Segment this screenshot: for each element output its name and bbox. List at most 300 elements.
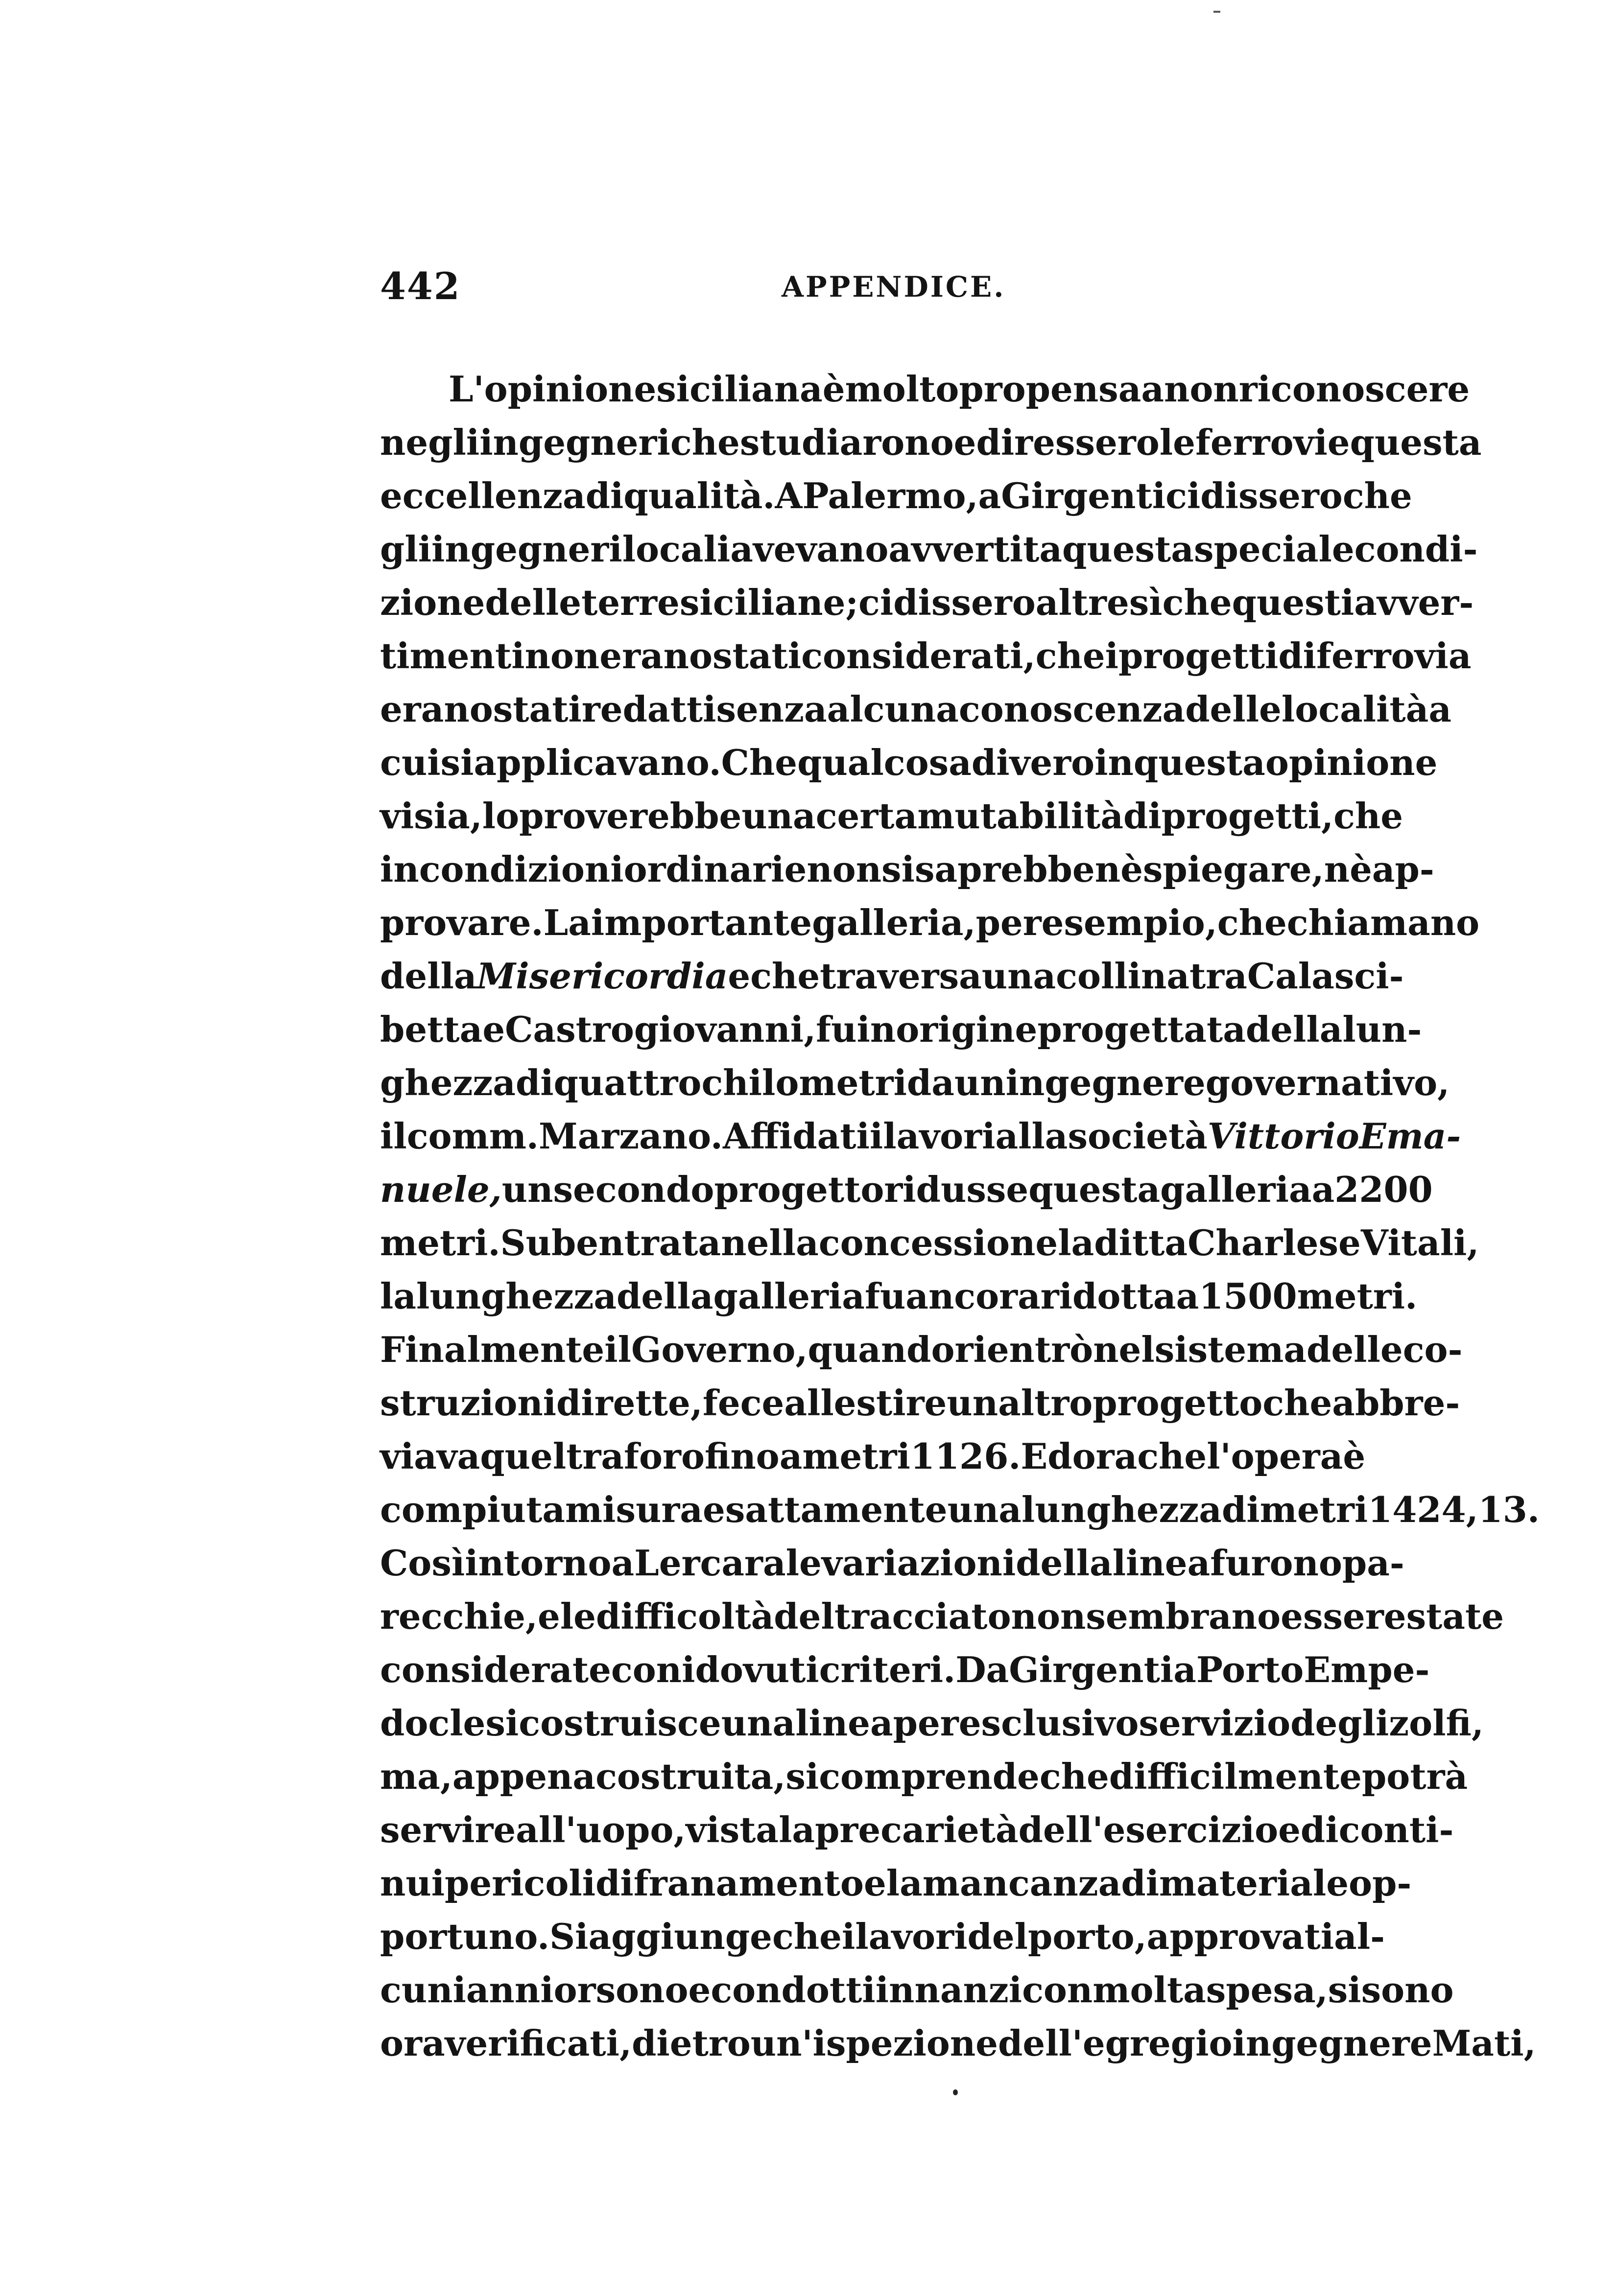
word: opinione bbox=[1265, 742, 1438, 783]
body-text bbox=[380, 362, 1540, 2070]
word: abbre- bbox=[1332, 1382, 1460, 1424]
word: lunghezza bbox=[416, 1275, 617, 1317]
word: qualità. bbox=[623, 475, 775, 516]
word: concessione bbox=[818, 1222, 1058, 1264]
word: esclusivo bbox=[958, 1702, 1139, 1744]
word: nel bbox=[1093, 1329, 1155, 1370]
word: nui bbox=[380, 1862, 445, 1904]
text-line bbox=[380, 1163, 1433, 1216]
word: questi bbox=[1232, 582, 1355, 623]
word: propensa bbox=[959, 368, 1141, 410]
word: delle bbox=[1307, 1329, 1403, 1370]
word: Si bbox=[549, 1916, 589, 1957]
text-line bbox=[380, 522, 1478, 576]
word: che bbox=[1137, 1435, 1207, 1477]
word: a bbox=[1176, 1275, 1199, 1317]
word: il bbox=[380, 1115, 407, 1157]
word: A bbox=[775, 475, 803, 516]
word: aggiunge bbox=[588, 1916, 772, 1957]
text-line bbox=[380, 1803, 1454, 1856]
word: vero bbox=[1009, 742, 1095, 783]
word: di bbox=[1123, 795, 1162, 837]
word: metri. bbox=[380, 1222, 500, 1264]
word: i bbox=[682, 1649, 695, 1690]
word: 1500 bbox=[1199, 1275, 1297, 1317]
word: speciale bbox=[1193, 528, 1355, 570]
scan-speck bbox=[953, 2089, 958, 2095]
text-line bbox=[380, 789, 1403, 843]
word: progettata bbox=[1037, 1008, 1246, 1050]
text-line bbox=[380, 1323, 1463, 1376]
word: il bbox=[604, 1329, 631, 1370]
word: avvertita bbox=[888, 528, 1063, 570]
text-line bbox=[380, 736, 1438, 789]
text-line bbox=[380, 2016, 1536, 2070]
word: che bbox=[1333, 795, 1403, 837]
word: e bbox=[863, 1862, 886, 1904]
word: i bbox=[1325, 1809, 1339, 1851]
word: Vitali, bbox=[1360, 1222, 1479, 1264]
word: zione bbox=[380, 582, 485, 623]
word: essere bbox=[1281, 1595, 1406, 1637]
word: provare. bbox=[380, 902, 544, 943]
word: Palermo, bbox=[802, 475, 978, 516]
word: 2200 bbox=[1334, 1169, 1433, 1210]
word: ditta bbox=[1094, 1222, 1188, 1264]
word: betta bbox=[380, 1008, 483, 1050]
word: del bbox=[774, 1595, 834, 1637]
word: che bbox=[1342, 475, 1412, 516]
word: viava bbox=[380, 1435, 480, 1477]
word: compiuta bbox=[380, 1489, 565, 1530]
word: pa- bbox=[1342, 1542, 1404, 1584]
word: Porto bbox=[1196, 1649, 1304, 1690]
word: appena bbox=[452, 1756, 596, 1797]
word: quando bbox=[808, 1329, 955, 1370]
word: quel bbox=[480, 1435, 567, 1477]
word: state bbox=[1406, 1595, 1504, 1637]
word: portuno. bbox=[380, 1916, 550, 1957]
word: lavori bbox=[883, 1115, 996, 1157]
word: zolfi, bbox=[1389, 1702, 1484, 1744]
word: 1126. bbox=[910, 1435, 1021, 1477]
word: fu bbox=[864, 1275, 906, 1317]
word: Girgenti bbox=[1009, 1649, 1174, 1690]
word: altresì bbox=[1035, 582, 1163, 623]
word: un'ispezione bbox=[750, 2022, 998, 2064]
word: siciliane; bbox=[679, 582, 859, 623]
word: conoscenza bbox=[958, 688, 1186, 730]
word: mancanza bbox=[922, 1862, 1121, 1904]
word: Lercara bbox=[634, 1542, 786, 1584]
word: spesa, bbox=[1206, 1969, 1328, 2011]
text-line bbox=[380, 682, 1451, 736]
word: stati bbox=[493, 688, 582, 730]
word: tra bbox=[1189, 955, 1247, 997]
text-line bbox=[380, 362, 1470, 416]
word: terre bbox=[581, 582, 680, 623]
word: ferrovie bbox=[1195, 422, 1350, 463]
word: si bbox=[881, 848, 915, 890]
word: studiarono bbox=[739, 422, 954, 463]
word: le bbox=[1159, 422, 1195, 463]
word: e bbox=[688, 1969, 711, 2011]
word: ingegneri bbox=[431, 528, 622, 570]
word: per bbox=[975, 902, 1042, 943]
word: ingegnere bbox=[1232, 2022, 1432, 2064]
word: la bbox=[380, 1275, 417, 1317]
word: le bbox=[560, 1595, 596, 1637]
word: lavori bbox=[855, 1916, 968, 1957]
word: collina bbox=[1056, 955, 1190, 997]
word: societàVittorio bbox=[1068, 1115, 1359, 1157]
word: cuni bbox=[380, 1969, 466, 2011]
word: locali bbox=[622, 528, 731, 570]
word: dovuti bbox=[695, 1649, 819, 1690]
word: non bbox=[1164, 368, 1239, 410]
word: tracciato bbox=[834, 1595, 1011, 1637]
word: nè bbox=[1094, 848, 1143, 890]
word: all'uopo, bbox=[516, 1809, 686, 1851]
text-line bbox=[380, 1536, 1404, 1590]
text-line bbox=[380, 1856, 1412, 1910]
word: i bbox=[1105, 635, 1118, 677]
word: nè bbox=[1324, 848, 1372, 890]
word: galleria, bbox=[812, 902, 976, 943]
word: criteri. bbox=[819, 1649, 956, 1690]
word: Empe- bbox=[1304, 1649, 1430, 1690]
word: di bbox=[595, 1862, 634, 1904]
word: sia, bbox=[414, 795, 482, 837]
word: ma, bbox=[380, 1756, 452, 1797]
word: Marzano. bbox=[539, 1115, 723, 1157]
word: la bbox=[886, 1862, 923, 1904]
word: che bbox=[750, 955, 820, 997]
word: le bbox=[785, 1542, 822, 1584]
word: cui bbox=[380, 742, 441, 783]
text-line bbox=[380, 1216, 1479, 1269]
word: siciliana bbox=[656, 368, 823, 410]
word: e bbox=[728, 955, 751, 997]
word: rientrò bbox=[954, 1329, 1093, 1370]
text-line bbox=[380, 1696, 1484, 1750]
word: gli bbox=[380, 528, 432, 570]
text-line bbox=[380, 949, 1404, 1003]
word: esattamente bbox=[703, 1489, 948, 1530]
word: non bbox=[524, 635, 600, 677]
word: con bbox=[1022, 1969, 1093, 2011]
word: saprebbe bbox=[914, 848, 1095, 890]
word: questa bbox=[1350, 422, 1482, 463]
word: si bbox=[785, 1756, 819, 1797]
word: chilometri bbox=[701, 1062, 907, 1103]
text-line bbox=[380, 1429, 1366, 1483]
word: variazioni bbox=[821, 1542, 1016, 1584]
word: progetto bbox=[714, 1169, 884, 1210]
word: si bbox=[485, 1702, 519, 1744]
word: traforo bbox=[566, 1435, 705, 1477]
text-line bbox=[380, 1269, 1418, 1323]
text-line bbox=[380, 576, 1474, 629]
word: l'opera bbox=[1207, 1435, 1343, 1477]
word: di bbox=[585, 475, 624, 516]
word: potrà bbox=[1361, 1756, 1468, 1797]
word: Finalmente bbox=[380, 1329, 605, 1370]
word: importante bbox=[591, 902, 812, 943]
word: che bbox=[1217, 902, 1287, 943]
word: di bbox=[971, 742, 1010, 783]
word: questa bbox=[1062, 528, 1194, 570]
word: progetti bbox=[1118, 635, 1279, 677]
word: la bbox=[1058, 1222, 1094, 1264]
word: Ema- bbox=[1359, 1115, 1461, 1157]
word: Castrogiovanni, bbox=[505, 1008, 816, 1050]
word: la bbox=[779, 1809, 815, 1851]
word: costruisce bbox=[519, 1702, 721, 1744]
word: struzioni bbox=[380, 1382, 557, 1424]
word: vista bbox=[686, 1809, 779, 1851]
word: di bbox=[1121, 1862, 1160, 1904]
word: in bbox=[1094, 742, 1134, 783]
word: delle bbox=[485, 582, 582, 623]
word: La bbox=[543, 902, 591, 943]
word: una bbox=[981, 955, 1056, 997]
word: lo bbox=[482, 795, 520, 837]
word: un bbox=[501, 1169, 553, 1210]
word: si bbox=[440, 742, 474, 783]
word: Charles bbox=[1188, 1222, 1339, 1264]
word: linea bbox=[795, 1702, 893, 1744]
word: condi- bbox=[1354, 528, 1478, 570]
word: 1424,13. bbox=[1368, 1489, 1540, 1530]
word: furono bbox=[1210, 1542, 1342, 1584]
word: che bbox=[1039, 1756, 1109, 1797]
word: è bbox=[822, 368, 845, 410]
text-line bbox=[380, 1963, 1454, 2016]
word: difficoltà bbox=[595, 1595, 774, 1637]
word: riconoscere bbox=[1238, 368, 1470, 410]
word: senza bbox=[716, 688, 827, 730]
word: linea bbox=[1112, 1542, 1211, 1584]
word: comprende bbox=[819, 1756, 1040, 1797]
word: un bbox=[947, 1382, 998, 1424]
word: metri bbox=[1260, 1489, 1368, 1530]
word: questa bbox=[1028, 1169, 1161, 1210]
word: spiegare, bbox=[1142, 848, 1324, 890]
word: docle bbox=[380, 1702, 486, 1744]
word: che bbox=[1162, 582, 1232, 623]
word: misura bbox=[565, 1489, 703, 1530]
word: che bbox=[1262, 1382, 1332, 1424]
word: a bbox=[1141, 368, 1164, 410]
word: un bbox=[954, 1062, 1006, 1103]
word: degli bbox=[1290, 1702, 1389, 1744]
text-line bbox=[380, 416, 1482, 469]
word: a bbox=[779, 1435, 803, 1477]
word: a bbox=[978, 475, 1001, 516]
scan-mark bbox=[1213, 11, 1220, 13]
word: ridotta bbox=[1040, 1275, 1176, 1317]
word: Da bbox=[955, 1649, 1009, 1690]
word: i bbox=[841, 1916, 856, 1957]
word: avevano bbox=[730, 528, 889, 570]
word: che bbox=[1035, 635, 1105, 677]
word: a bbox=[1311, 1169, 1335, 1210]
word: Subentrata bbox=[500, 1222, 721, 1264]
word: quattro bbox=[553, 1062, 702, 1103]
word: e bbox=[482, 1008, 505, 1050]
text-line bbox=[380, 1056, 1450, 1109]
text-line bbox=[380, 843, 1434, 896]
word: dell'egregio bbox=[998, 2022, 1233, 2064]
word: si bbox=[1328, 1969, 1361, 2011]
word: franamento bbox=[633, 1862, 864, 1904]
word: approvati bbox=[1146, 1916, 1334, 1957]
word: ghezza bbox=[380, 1062, 516, 1103]
word: località bbox=[1281, 688, 1429, 730]
word: porto, bbox=[1028, 1916, 1147, 1957]
text-line bbox=[380, 1003, 1422, 1056]
word: costruita, bbox=[595, 1756, 786, 1797]
word: origine bbox=[896, 1008, 1038, 1050]
word: mutabilità bbox=[917, 795, 1123, 837]
text-line bbox=[380, 1376, 1460, 1429]
word: lun- bbox=[1342, 1008, 1422, 1050]
word: lunghezza bbox=[1021, 1489, 1222, 1530]
word: in bbox=[856, 1008, 896, 1050]
word: Che bbox=[721, 742, 798, 783]
word: ora bbox=[380, 2022, 445, 2064]
word: a bbox=[611, 1542, 635, 1584]
word: nella bbox=[721, 1222, 819, 1264]
word: una bbox=[721, 1702, 796, 1744]
page-header bbox=[380, 264, 1355, 323]
word: ordinarie bbox=[623, 848, 807, 890]
word: molta bbox=[1093, 1969, 1206, 2011]
word: non bbox=[1011, 1595, 1086, 1637]
word: Mati, bbox=[1432, 2022, 1536, 2064]
word: erano bbox=[380, 688, 493, 730]
word: è bbox=[1343, 1435, 1366, 1477]
word: vi bbox=[380, 795, 414, 837]
word: op- bbox=[1349, 1862, 1412, 1904]
word: sembrano bbox=[1086, 1595, 1281, 1637]
word: Ed bbox=[1021, 1435, 1072, 1477]
word: progetto bbox=[1093, 1382, 1263, 1424]
word: alla bbox=[995, 1115, 1068, 1157]
word: e bbox=[953, 422, 976, 463]
word: molto bbox=[845, 368, 959, 410]
word: avver- bbox=[1354, 582, 1474, 623]
word: in bbox=[380, 848, 419, 890]
text-line bbox=[380, 1910, 1385, 1963]
word: di bbox=[1221, 1489, 1260, 1530]
word: traversa bbox=[820, 955, 982, 997]
word: recchie, bbox=[380, 1595, 538, 1637]
word: ap- bbox=[1372, 848, 1434, 890]
word: or bbox=[553, 1969, 596, 2011]
word: progetti, bbox=[1161, 795, 1334, 837]
word: considerate bbox=[380, 1649, 611, 1690]
word: dissero bbox=[893, 582, 1036, 623]
word: dietro bbox=[632, 2022, 751, 2064]
word: metri bbox=[802, 1435, 910, 1477]
text-line bbox=[380, 1109, 1461, 1163]
text-line bbox=[380, 1643, 1430, 1696]
word: sono bbox=[1361, 1969, 1454, 2011]
text-line bbox=[380, 1483, 1540, 1536]
word: verificati, bbox=[445, 2022, 632, 2064]
word: dellaMisericordia bbox=[380, 955, 728, 997]
word: considerati, bbox=[801, 635, 1036, 677]
word: del bbox=[967, 1916, 1028, 1957]
word: nuele, bbox=[380, 1169, 502, 1210]
word: delle bbox=[1185, 688, 1282, 730]
word: difficilmente bbox=[1109, 1756, 1362, 1797]
word: diressero bbox=[976, 422, 1160, 463]
text-line bbox=[380, 1750, 1468, 1803]
word: dissero bbox=[1200, 475, 1343, 516]
word: servizio bbox=[1139, 1702, 1291, 1744]
word: alcuna bbox=[827, 688, 959, 730]
word: e bbox=[538, 1595, 560, 1637]
word: a bbox=[1428, 688, 1451, 730]
word: chiamano bbox=[1286, 902, 1480, 943]
word: che bbox=[670, 422, 740, 463]
word: stati bbox=[713, 635, 802, 677]
word: negli bbox=[380, 422, 480, 463]
word: di bbox=[1278, 635, 1317, 677]
word: condotti bbox=[711, 1969, 876, 2011]
word: redatti bbox=[581, 688, 716, 730]
word: fece bbox=[702, 1382, 784, 1424]
word: Così bbox=[380, 1542, 465, 1584]
word: materiale bbox=[1159, 1862, 1349, 1904]
page-number: 442 bbox=[380, 264, 461, 308]
word: ingegnere bbox=[1005, 1062, 1206, 1103]
word: condizioni bbox=[419, 848, 624, 890]
text-line bbox=[380, 469, 1412, 522]
word: governativo, bbox=[1205, 1062, 1450, 1103]
word: questa bbox=[1133, 742, 1265, 783]
word: esempio, bbox=[1041, 902, 1217, 943]
word: L'opinione bbox=[449, 368, 657, 410]
word: ridusse bbox=[884, 1169, 1029, 1210]
word: al- bbox=[1334, 1916, 1385, 1957]
word: ancora bbox=[905, 1275, 1041, 1317]
word: ed bbox=[1278, 1809, 1326, 1851]
word: della bbox=[1245, 1008, 1343, 1050]
word: Girgenti bbox=[1001, 475, 1166, 516]
word: ingegneri bbox=[479, 422, 670, 463]
word: conti- bbox=[1338, 1809, 1454, 1851]
word: e bbox=[1338, 1222, 1361, 1264]
word: qualcosa bbox=[797, 742, 972, 783]
text-line bbox=[380, 629, 1472, 682]
word: intorno bbox=[465, 1542, 612, 1584]
word: secondo bbox=[553, 1169, 714, 1210]
word: pericoli bbox=[445, 1862, 596, 1904]
word: una bbox=[741, 795, 816, 837]
word: dirette, bbox=[556, 1382, 703, 1424]
word: certa bbox=[815, 795, 918, 837]
word: Calasci- bbox=[1247, 955, 1404, 997]
word: Affidati bbox=[723, 1115, 870, 1157]
word: altro bbox=[998, 1382, 1093, 1424]
word: a bbox=[1173, 1649, 1196, 1690]
word: sistema bbox=[1154, 1329, 1307, 1370]
word: con bbox=[611, 1649, 682, 1690]
